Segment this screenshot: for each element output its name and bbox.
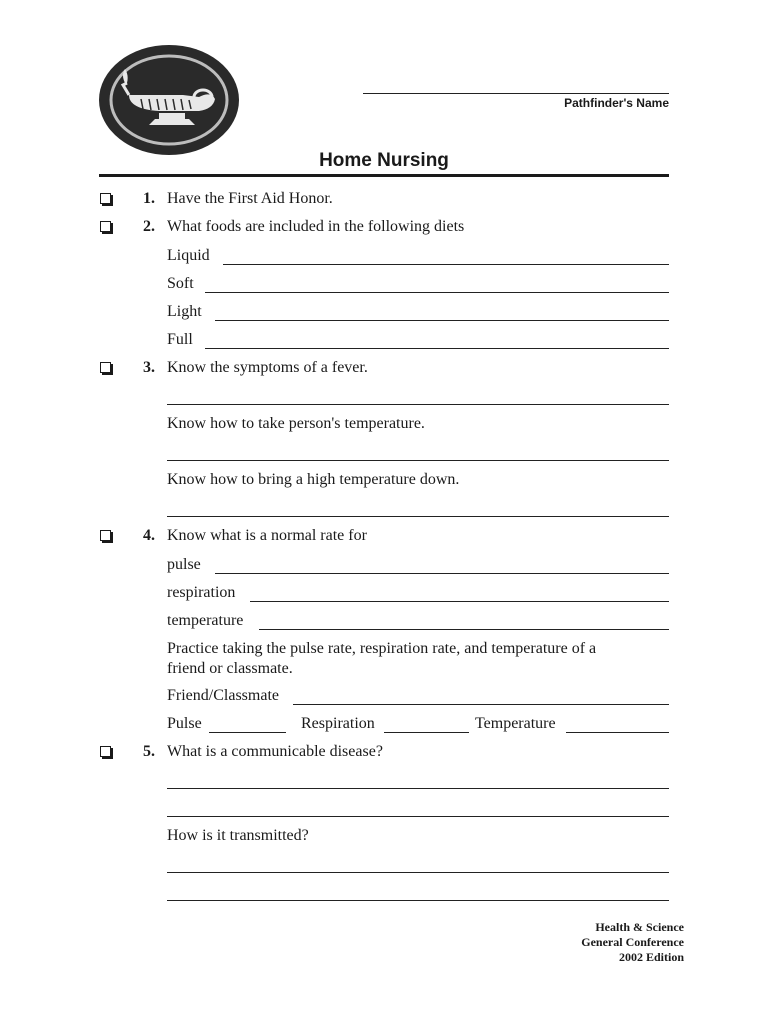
item-2-checkbox[interactable] bbox=[100, 221, 111, 232]
item-3-number: 3. bbox=[143, 359, 155, 376]
pathfinder-name-line[interactable] bbox=[363, 93, 669, 94]
friend-line[interactable] bbox=[293, 704, 669, 705]
footer-line-2: General Conference bbox=[581, 935, 684, 949]
footer-line-1: Health & Science bbox=[595, 920, 684, 934]
item-1-text: Have the First Aid Honor. bbox=[167, 190, 333, 207]
temperature-label: Temperature bbox=[475, 715, 556, 732]
item-2-text: What foods are included in the following diets bbox=[167, 218, 465, 235]
item-1-checkbox[interactable] bbox=[100, 193, 111, 204]
rate-respiration-line[interactable] bbox=[250, 601, 669, 602]
footer-line-3: 2002 Edition bbox=[618, 950, 684, 964]
item-3-text: Know the symptoms of a fever. bbox=[167, 359, 368, 376]
practice-text: Practice taking the pulse rate, respiration rate, and temperature of a friend or classmate. bbox=[167, 640, 597, 677]
diet-soft-label: Soft bbox=[167, 275, 194, 292]
fever-symptoms-line[interactable] bbox=[167, 404, 669, 405]
respiration-label: Respiration bbox=[301, 715, 375, 732]
rate-respiration-label: respiration bbox=[167, 584, 236, 601]
diet-liquid-line[interactable] bbox=[223, 264, 669, 265]
item-3-sub2: Know how to bring a high temperature down. bbox=[167, 471, 460, 488]
item-5-number: 5. bbox=[143, 743, 155, 760]
title-rule bbox=[99, 174, 669, 177]
pulse-line[interactable] bbox=[209, 732, 286, 733]
item-2-number: 2. bbox=[143, 218, 155, 235]
pathfinder-name-label: Pathfinder's Name bbox=[564, 96, 669, 110]
honor-badge bbox=[99, 45, 239, 155]
item-4-checkbox[interactable] bbox=[100, 530, 111, 541]
diet-light-line[interactable] bbox=[215, 320, 669, 321]
diet-full-label: Full bbox=[167, 331, 193, 348]
diet-light-label: Light bbox=[167, 303, 202, 320]
take-temperature-line[interactable] bbox=[167, 460, 669, 461]
diet-liquid-label: Liquid bbox=[167, 247, 210, 264]
temperature-line[interactable] bbox=[566, 732, 669, 733]
item-4-number: 4. bbox=[143, 527, 155, 544]
item-5-text: What is a communicable disease? bbox=[167, 743, 383, 760]
footer bbox=[581, 920, 684, 965]
item-4-text: Know what is a normal rate for bbox=[167, 527, 367, 544]
diet-soft-line[interactable] bbox=[205, 292, 669, 293]
friend-label: Friend/Classmate bbox=[167, 687, 279, 704]
item-1-number: 1. bbox=[143, 190, 155, 207]
page-title: Home Nursing bbox=[319, 150, 449, 171]
transmitted-line-1[interactable] bbox=[167, 872, 669, 873]
rate-pulse-label: pulse bbox=[167, 556, 201, 573]
rate-temperature-line[interactable] bbox=[259, 629, 669, 630]
item-3-sub1: Know how to take person's temperature. bbox=[167, 415, 425, 432]
communicable-line-1[interactable] bbox=[167, 788, 669, 789]
transmitted-line-2[interactable] bbox=[167, 900, 669, 901]
rate-temperature-label: temperature bbox=[167, 612, 244, 629]
pulse-label: Pulse bbox=[167, 715, 202, 732]
item-3-checkbox[interactable] bbox=[100, 362, 111, 373]
diet-full-line[interactable] bbox=[205, 348, 669, 349]
item-5-checkbox[interactable] bbox=[100, 746, 111, 757]
respiration-line[interactable] bbox=[384, 732, 469, 733]
item-5-sub: How is it transmitted? bbox=[167, 827, 309, 844]
communicable-line-2[interactable] bbox=[167, 816, 669, 817]
lower-temperature-line[interactable] bbox=[167, 516, 669, 517]
rate-pulse-line[interactable] bbox=[215, 573, 669, 574]
